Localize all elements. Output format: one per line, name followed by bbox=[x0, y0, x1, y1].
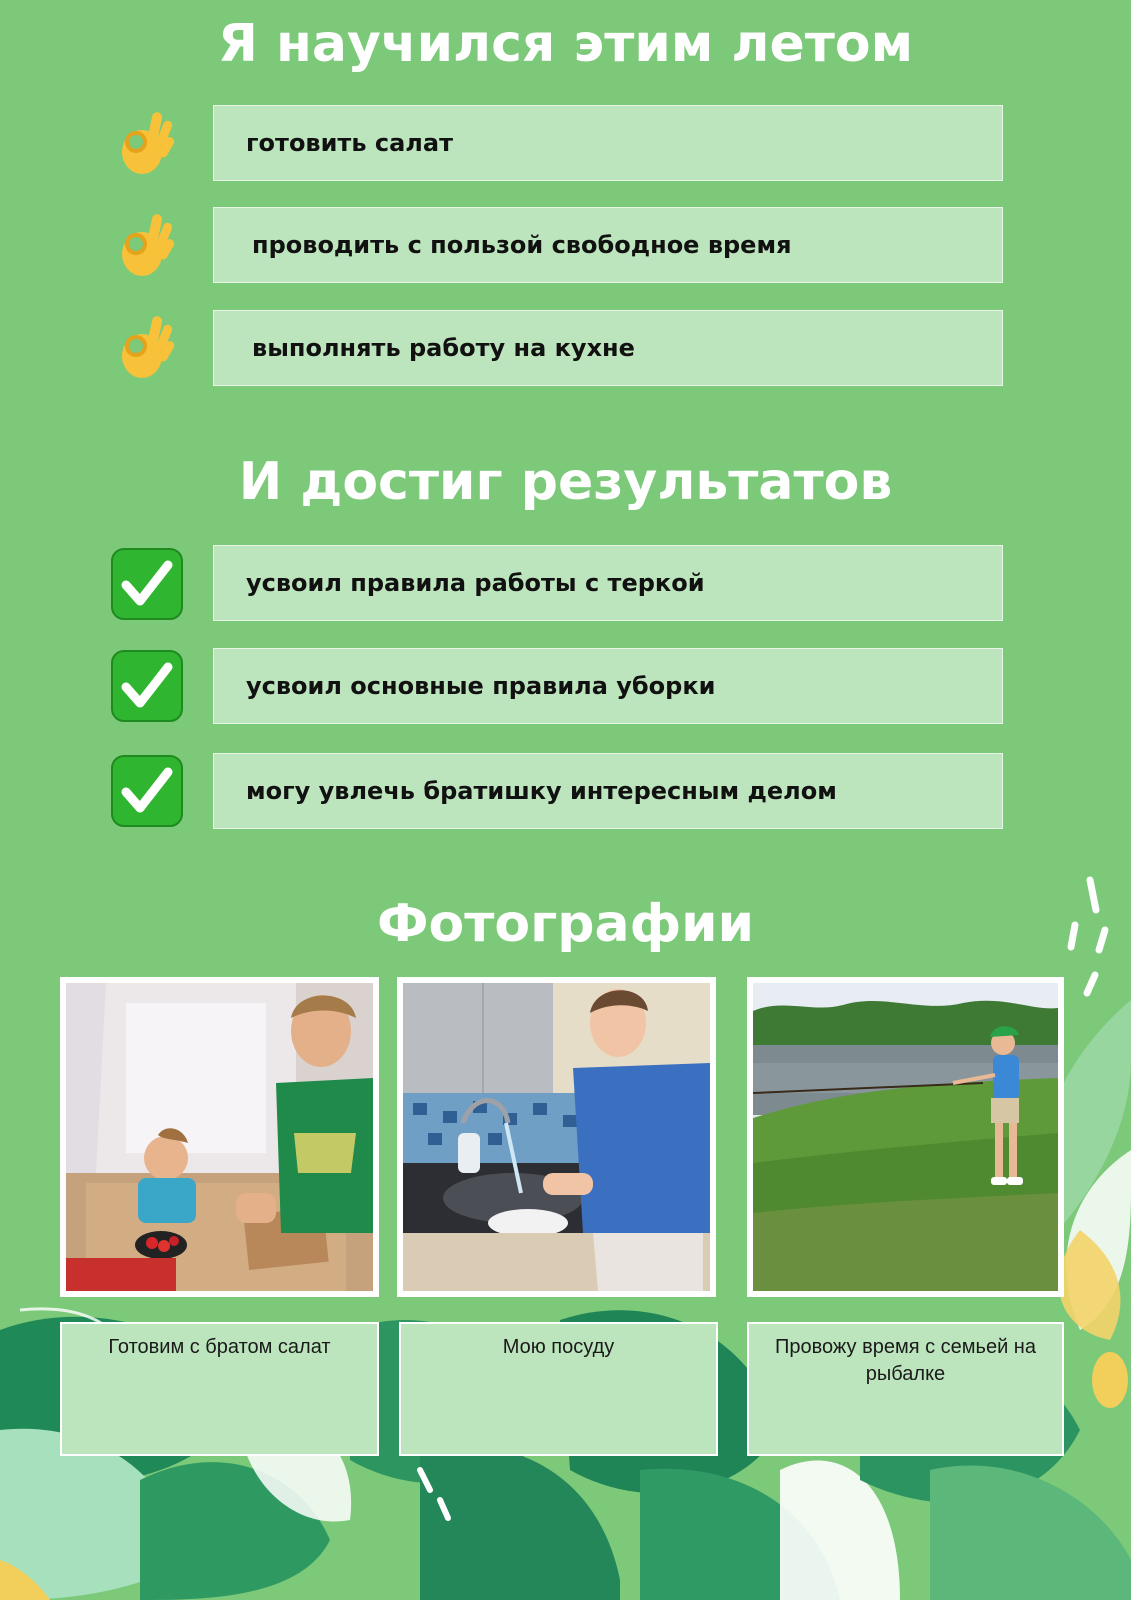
check-mark-icon bbox=[110, 754, 184, 828]
result-item-text: усвоил правила работы с теркой bbox=[246, 569, 705, 597]
photo-caption: Мою посуду bbox=[399, 1322, 718, 1456]
learned-section-title: Я научился этим летом bbox=[217, 14, 914, 74]
photo-caption: Провожу время с семьей на рыбалке bbox=[747, 1322, 1064, 1456]
photo-fishing bbox=[747, 977, 1064, 1297]
check-mark-icon bbox=[110, 547, 184, 621]
results-section-title: И достиг результатов bbox=[238, 452, 893, 512]
ok-hand-icon bbox=[116, 312, 176, 384]
result-item-text: усвоил основные правила уборки bbox=[246, 672, 716, 700]
learned-item bbox=[213, 207, 1003, 283]
learned-item-text: проводить с пользой свободное время bbox=[252, 231, 792, 259]
ok-hand-icon bbox=[116, 108, 176, 180]
photo-dishes bbox=[397, 977, 716, 1297]
learned-item-text: выполнять работу на кухне bbox=[252, 334, 635, 362]
result-item bbox=[213, 648, 1003, 724]
ok-hand-icon bbox=[116, 210, 176, 282]
photos-section-title: Фотографии bbox=[376, 894, 755, 954]
check-mark-icon bbox=[110, 649, 184, 723]
photo-caption: Готовим с братом салат bbox=[60, 1322, 379, 1456]
learned-item bbox=[213, 105, 1003, 181]
learned-item bbox=[213, 310, 1003, 386]
result-item bbox=[213, 753, 1003, 829]
learned-item-text: готовить салат bbox=[246, 129, 453, 157]
photo-cooking bbox=[60, 977, 379, 1297]
result-item-text: могу увлечь братишку интересным делом bbox=[246, 777, 837, 805]
result-item bbox=[213, 545, 1003, 621]
